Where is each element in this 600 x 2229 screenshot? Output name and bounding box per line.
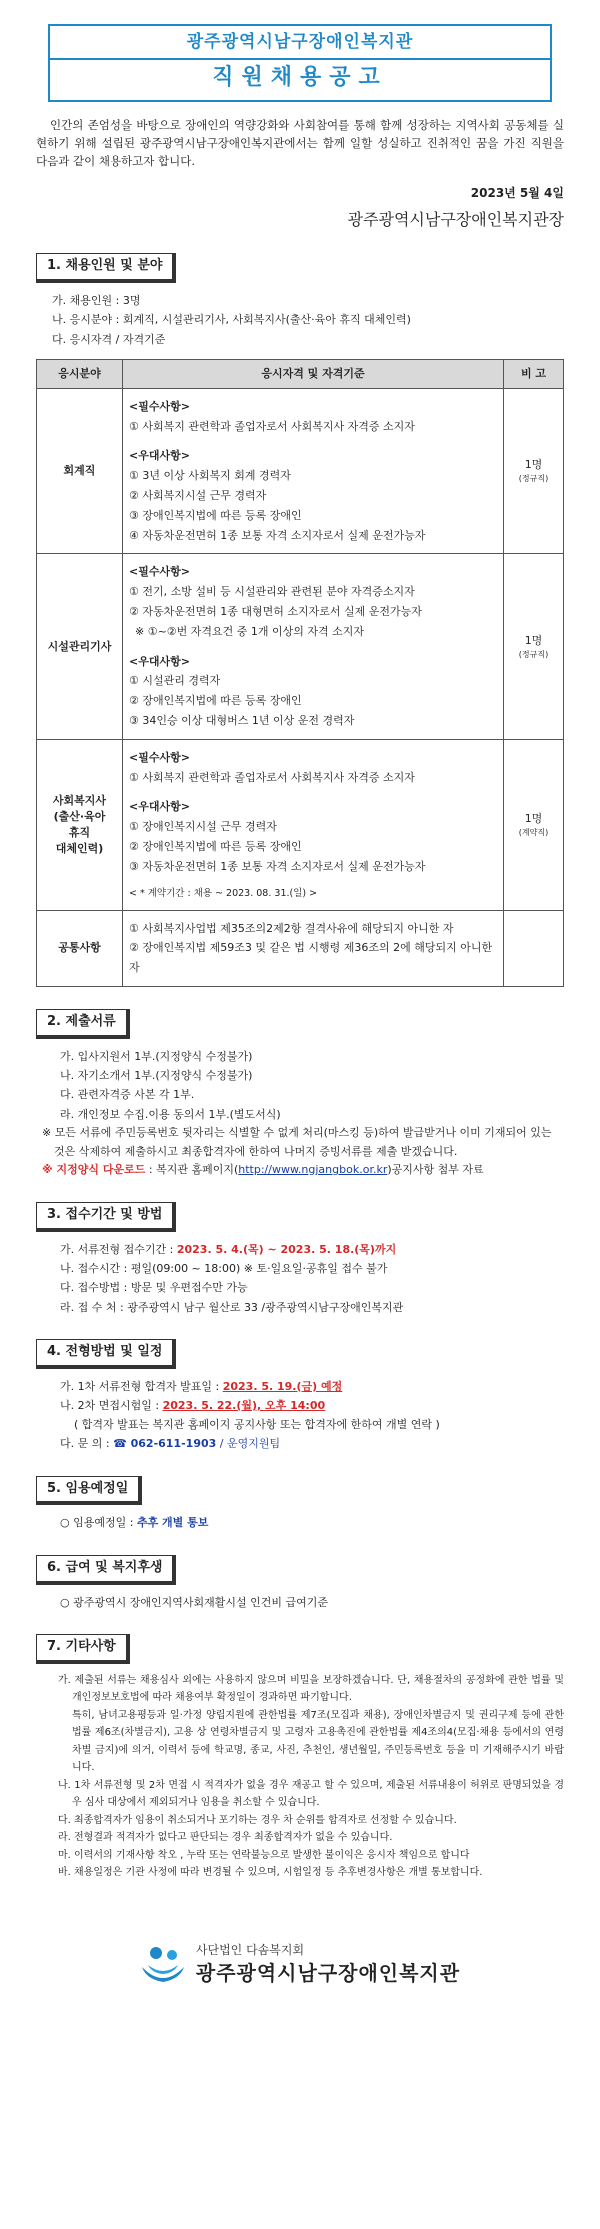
s3-method: 다. 접수방법 : 방문 및 우편접수만 가능 <box>60 1281 248 1295</box>
period-value: 2023. 5. 4.(목) ~ 2023. 5. 18.(목)까지 <box>176 1242 397 1256</box>
qual-cell <box>123 910 504 986</box>
headcount: 1명 <box>524 811 543 825</box>
issuer: 광주광역시남구장애인복지관장 <box>347 210 564 230</box>
download-text: : 복지관 홈페이지( <box>145 1163 239 1177</box>
role-social-worker <box>37 739 123 910</box>
section-1-lines <box>36 291 564 349</box>
section-2-lines <box>36 1047 564 1124</box>
qual-cell <box>123 388 504 554</box>
section-4-lines <box>36 1377 564 1454</box>
second-label: 나. 2차 면접시험일 : <box>60 1398 163 1412</box>
pref-item: ② 장애인복지법에 따른 등록 장애인 <box>129 839 302 853</box>
section-2-header: 2. 제출서류 <box>36 1009 130 1039</box>
download-label: ※ 지정양식 다운로드 <box>42 1163 146 1177</box>
required-heading: <필수사항> <box>129 565 190 579</box>
employment-type: (정규직) <box>518 474 549 484</box>
col-note: 비 고 <box>504 359 564 388</box>
logo-text <box>196 1942 460 1988</box>
contact-phone[interactable]: ☎ 062-611-1903 <box>113 1437 217 1451</box>
etc-item: 특히, 남녀고용평등과 일·가정 양립지원에 관한법률 제7조(모집과 채용), 장애인차별금지 및 권리구제 등에 관한 법률 제6조(차별금지), 고용 상 연령차별금지 및 고령자 고용촉진에 관한법률 제4조의4(모집·채용 등에서의 연령차별 금지)에 의거, 이력서 등에 학교명, 종교, 사진, 추천인, 생년월일, 주민등록번호 등을 미 기재해주시기 바랍니다. <box>72 1709 564 1774</box>
etc-item: 다. 최종합격자가 임용이 취소되거나 포기하는 경우 차 순위를 합격자로 선정할 수 있습니다. <box>58 1814 457 1826</box>
section-3-header: 3. 접수기간 및 방법 <box>36 1202 176 1232</box>
req-note: ※ ①~②번 자격요건 중 1개 이상의 자격 소지자 <box>135 624 365 638</box>
appointment-label: ○ 임용예정일 : <box>60 1516 137 1530</box>
qualification-table <box>36 359 564 987</box>
required-heading: <필수사항> <box>129 750 190 764</box>
section-1-header: 1. 채용인원 및 분야 <box>36 253 176 283</box>
section-5-header: 5. 임용예정일 <box>36 1476 142 1506</box>
s2-line-3: 다. 관련자격증 사본 각 1부. <box>60 1088 195 1102</box>
appointment-value: 추후 개별 통보 <box>136 1516 209 1530</box>
notice-title: 직원채용공고 <box>50 58 550 94</box>
second-date: 2023. 5. 22.(월), 오후 14:00 <box>162 1398 326 1412</box>
preferred-heading: <우대사항> <box>129 800 190 814</box>
role-facility: 시설관리기사 <box>37 554 123 739</box>
org-logo-icon <box>140 1945 186 1985</box>
req-item: ① 전기, 소방 설비 등 시설관리와 관련된 분야 자격증소지자 <box>129 585 415 599</box>
period-label: 가. 서류전형 접수기간 : <box>60 1242 177 1256</box>
contact-label: 다. 문 의 : <box>60 1437 114 1451</box>
intro-paragraph: 인간의 존엄성을 바탕으로 장애인의 역량강화와 사회참여를 통해 함께 성장하는 지역사회 공동체를 실현하기 위해 설립된 광주광역시남구장애인복지관에서는 함께 일할 성실하고 진취적인 꿈을 가진 직원을 다음과 같이 채용하고자 합니다. <box>36 117 564 169</box>
headcount: 1명 <box>524 633 543 647</box>
pref-item: ③ 장애인복지법에 따른 등록 장애인 <box>129 508 302 522</box>
title-box <box>48 24 552 102</box>
employment-type: (정규직) <box>518 649 549 659</box>
s3-addr: 라. 접 수 처 : 광주광역시 남구 월산로 33 /광주광역시남구장애인복지관 <box>60 1300 404 1314</box>
role-line: (출산·육아 <box>53 809 106 823</box>
req-item: ② 자동차운전면허 1종 대형면허 소지자로서 실제 운전가능자 <box>129 604 422 618</box>
etc-item: 바. 채용일정은 기관 사정에 따라 변경될 수 있으며, 시험일정 등 추후변경사항은 개별 통보합니다. <box>58 1867 483 1879</box>
s2-line-4: 라. 개인정보 수집.이용 동의서 1부.(별도서식) <box>60 1107 281 1121</box>
contact-team: / 운영지원팀 <box>216 1437 281 1451</box>
count-cell <box>504 388 564 554</box>
section-5-lines <box>36 1513 564 1532</box>
section-4-header: 4. 전형방법 및 일정 <box>36 1339 176 1369</box>
table-row <box>37 739 564 910</box>
homepage-link[interactable]: http://www.ngjangbok.or.kr <box>238 1163 388 1177</box>
pref-item: ① 3년 이상 사회복지 회계 경력자 <box>129 469 291 483</box>
org-title: 광주광역시남구장애인복지관 <box>186 32 414 52</box>
required-heading: <필수사항> <box>129 399 190 413</box>
s4-note: ( 합격자 발표는 복지관 홈페이지 공지사항 또는 합격자에 한하여 개별 연락 ) <box>74 1418 440 1432</box>
etc-item: 가. 제출된 서류는 채용심사 외에는 사용하지 않으며 비밀을 보장하겠습니다. 단, 채용절차의 공정화에 관한 법률 및 개인정보보호법에 따라 채용여부 확정일이 경과하면 파기합니다. <box>58 1674 564 1704</box>
s6-line: ○ 광주광역시 장애인지역사회재활시설 인건비 급여기준 <box>60 1595 328 1609</box>
footer-logo <box>36 1942 564 1988</box>
role-line: 휴직 <box>68 825 91 839</box>
table-row <box>37 388 564 554</box>
col-field: 응시분야 <box>37 359 123 388</box>
s1-line-2: 나. 응시분야 : 회계직, 시설관리기사, 사회복지사(출산·육아 휴직 대체인력) <box>52 313 411 327</box>
s4-contact <box>60 1434 564 1453</box>
qual-cell <box>123 554 504 739</box>
contract-period: < * 계약기간 : 채용 ~ 2023. 08. 31.(일) > <box>129 887 318 899</box>
pref-item: ② 장애인복지법에 따른 등록 장애인 <box>129 694 302 708</box>
etc-item: 나. 1차 서류전형 및 2차 면접 시 적격자가 없을 경우 재공고 할 수 있으며, 제출된 서류내용이 허위로 판명되었을 경우 심사 대상에서 제외되거나 임용을 취소할 수 있습니다. <box>58 1779 564 1809</box>
section-6-lines <box>36 1593 564 1612</box>
role-line: 대체인력) <box>55 841 104 855</box>
preferred-heading: <우대사항> <box>129 449 190 463</box>
first-date: 2023. 5. 19.(금) 예정 <box>222 1379 343 1393</box>
notice-date: 2023년 5월 4일 <box>470 185 564 200</box>
role-line: 사회복지사 <box>52 793 107 807</box>
etc-item: 라. 전형결과 적격자가 없다고 판단되는 경우 최종합격자가 없을 수 있습니다. <box>58 1832 393 1844</box>
section-3-lines <box>36 1240 564 1317</box>
pref-item: ① 시설관리 경력자 <box>129 674 221 688</box>
logo-subtitle: 사단법인 다솜복지회 <box>195 1942 305 1957</box>
req-item: ① 사회복지 관련학과 졸업자로서 사회복지사 자격증 소지자 <box>129 770 415 784</box>
s1-line-3: 다. 응시자격 / 자격기준 <box>52 332 166 346</box>
col-qualification: 응시자격 및 자격기준 <box>123 359 504 388</box>
common-item: ① 사회복지사업법 제35조의2제2항 결격사유에 해당되지 아니한 자 <box>129 921 454 935</box>
download-note <box>40 1161 564 1180</box>
count-cell <box>504 910 564 986</box>
masking-note: ※ 모든 서류에 주민등록번호 뒷자리는 식별할 수 없게 처리(마스킹 등)하여 발급받거나 이미 기재되어 있는 것은 삭제하여 제출하시고 최종합격자에 한하여 나머지 증빙서류를 제출 받겠습니다. <box>42 1125 552 1158</box>
logo-name: 광주광역시남구장애인복지관 <box>195 1961 461 1986</box>
pref-item: ③ 자동차운전면허 1종 보통 자격 소지자로서 실제 운전가능자 <box>129 859 426 873</box>
s4-second <box>60 1396 564 1415</box>
first-label: 가. 1차 서류전형 합격자 발표일 : <box>60 1379 223 1393</box>
section-7-items <box>36 1672 564 1882</box>
qual-cell <box>123 739 504 910</box>
s3-period <box>60 1240 564 1259</box>
section-7-header: 7. 기타사항 <box>36 1634 130 1664</box>
employment-type: (계약직) <box>518 827 549 837</box>
s1-line-1: 가. 채용인원 : 3명 <box>52 294 141 308</box>
count-cell <box>504 554 564 739</box>
req-item: ① 사회복지 관련학과 졸업자로서 사회복지사 자격증 소지자 <box>129 419 415 433</box>
s3-time: 나. 접수시간 : 평일(09:00 ~ 18:00) ※ 토·일요일·공휴일 접수 불가 <box>60 1262 388 1276</box>
download-tail: )공지사항 첨부 자료 <box>387 1163 484 1177</box>
role-common: 공통사항 <box>37 910 123 986</box>
pref-item: ③ 34인승 이상 대형버스 1년 이상 운전 경력자 <box>129 713 355 727</box>
pref-item: ① 장애인복지시설 근무 경력자 <box>129 820 277 834</box>
pref-item: ④ 자동차운전면허 1종 보통 자격 소지자로서 실제 운전가능자 <box>129 528 426 542</box>
section-6-header: 6. 급여 및 복지후생 <box>36 1555 176 1585</box>
preferred-heading: <우대사항> <box>129 654 190 668</box>
role-accounting: 회계직 <box>37 388 123 554</box>
etc-item: 마. 이력서의 기재사항 착오 , 누락 또는 연락불능으로 발생한 불이익은 응시자 책임으로 합니다 <box>58 1849 470 1861</box>
common-item: ② 장애인복지법 제59조3 및 같은 법 시행령 제36조의 2에 해당되지 아니한 자 <box>129 941 493 975</box>
s5-line <box>60 1513 564 1532</box>
s4-first <box>60 1377 564 1396</box>
pref-item: ② 사회복지시설 근무 경력자 <box>129 489 267 502</box>
table-row <box>37 910 564 986</box>
s2-line-1: 가. 입사지원서 1부.(지정양식 수정불가) <box>60 1049 253 1063</box>
headcount: 1명 <box>524 458 543 472</box>
count-cell <box>504 739 564 910</box>
table-row <box>37 554 564 739</box>
s2-line-2: 나. 자기소개서 1부.(지정양식 수정불가) <box>60 1069 253 1083</box>
